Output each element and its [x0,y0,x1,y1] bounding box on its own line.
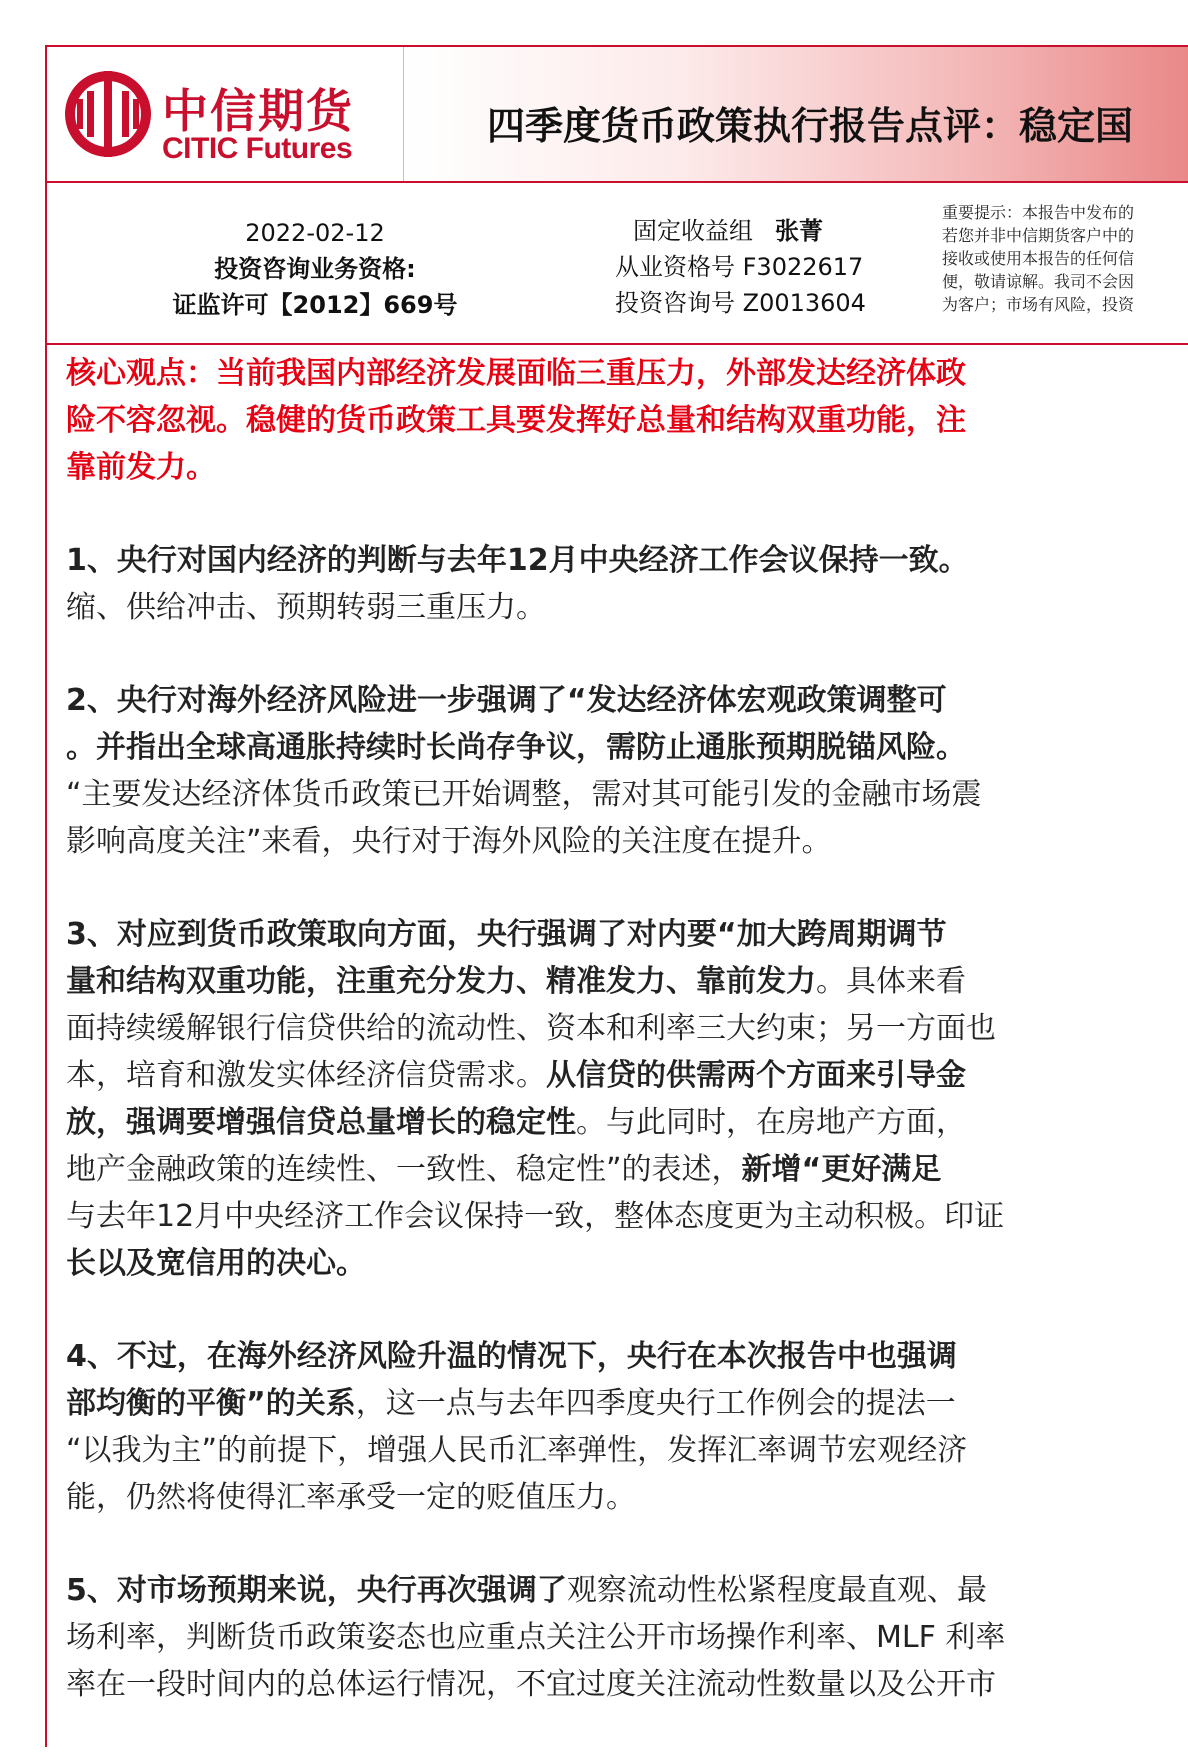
license-number: 证监许可【2012】669号 [172,291,458,319]
issuer-info [145,215,485,323]
text-line [66,1380,1188,1427]
disclaimer-line: 便，敬请谅解。我司不会因 [942,272,1135,291]
report-body [66,350,1188,1754]
disclaimer-line: 接收或使用本报告的任何信 [942,249,1135,268]
text-segment: 3、对应到货币政策取向方面，央行强调了对内要“加大跨周期调节 [66,917,947,952]
text-line [66,1005,1188,1052]
text-segment: 能，仍然将使得汇率承受一定的贬值压力。 [66,1480,636,1515]
text-line [66,1240,1188,1287]
text-line [66,584,1188,631]
text-line [66,1099,1188,1146]
text-segment: 2、央行对海外经济风险进一步强调了“发达经济体宏观政策调整可 [66,683,947,718]
logo-cn-text: 中信期货 [162,84,354,138]
text-segment: 1、央行对国内经济的判断与去年12月中央经济工作会议保持一致。 [66,543,969,578]
disclaimer-line: 重要提示：本报告中发布的 [942,203,1135,222]
team-name: 固定收益组 [633,217,753,245]
text-line [66,1333,1188,1380]
body-paragraph [66,1333,1188,1521]
text-segment: 险不容忽视。稳健的货币政策工具要发挥好总量和结构双重功能，注 [66,403,966,438]
text-line [66,1614,1188,1661]
core-view-paragraph [66,350,1188,491]
text-segment: “主要发达经济体货币政策已开始调整，需对其可能引发的金融市场震 [66,777,982,812]
text-segment: 新增“更好满足 [741,1152,942,1187]
text-segment: 5、对市场预期来说，央行再次强调了 [66,1573,567,1608]
text-segment: 靠前发力。 [66,450,216,485]
text-segment: 。并指出全球高通胀持续时长尚存争议，需防止通胀预期脱锚风险。 [66,730,966,765]
report-header [45,45,1188,183]
report-date: 2022-02-12 [245,219,385,247]
report-title: 四季度货币政策执行报告点评：稳定国 [487,104,1134,148]
body-paragraph [66,911,1188,1287]
body-paragraph [66,1567,1188,1708]
citic-logo-icon [63,69,153,159]
text-line [66,1146,1188,1193]
text-line [66,1474,1188,1521]
text-segment: 4、不过，在海外经济风险升温的情况下，央行在本次报告中也强调 [66,1339,957,1374]
qualification-label: 投资咨询业务资格: [214,255,416,283]
text-segment: 影响高度关注”来看，央行对于海外风险的关注度在提升。 [66,824,832,859]
text-segment: 地产金融政策的连续性、一致性、稳定性”的表述， [66,1152,742,1187]
text-segment: 从信贷的供需两个方面来引导金 [546,1058,966,1093]
text-segment: 缩、供给冲击、预期转弱三重压力。 [66,590,546,625]
advisor-number: 投资咨询号 Z0013604 [615,289,866,317]
text-segment: 放，强调要增强信贷总量增长的稳定性 [66,1105,576,1140]
text-line [66,1567,1188,1614]
disclaimer [942,201,1188,316]
text-segment: 率在一段时间内的总体运行情况，不宜过度关注流动性数量以及公开市 [66,1667,996,1702]
logo-en-text: CITIC Futures [162,132,353,165]
text-line [66,958,1188,1005]
text-line [66,397,1188,444]
text-line [66,911,1188,958]
text-segment: 本，培育和激发实体经济信贷需求。 [66,1058,546,1093]
text-segment: “以我为主”的前提下，增强人民币汇率弹性，发挥汇率调节宏观经济 [66,1433,968,1468]
text-segment: 核心观点：当前我国内部经济发展面临三重压力，外部发达经济体政 [66,356,966,391]
title-band [404,47,1188,181]
text-line [66,350,1188,397]
text-segment: 。与此同时，在房地产方面， [576,1105,966,1140]
text-line [66,444,1188,491]
meta-row [45,183,1188,345]
body-paragraph [66,677,1188,865]
text-line [66,724,1188,771]
text-line [66,771,1188,818]
text-line [66,677,1188,724]
disclaimer-line: 若您并非中信期货客户中的 [942,226,1135,245]
text-line [66,1193,1188,1240]
text-segment: 。具体来看 [816,964,966,999]
text-segment: 面持续缓解银行信贷供给的流动性、资本和利率三大约束；另一方面也 [66,1011,996,1046]
text-segment: 长以及宽信用的决心。 [66,1246,366,1281]
text-line [66,537,1188,584]
disclaimer-line: 为客户；市场有风险，投资 [942,295,1135,314]
cert-number: 从业资格号 F3022617 [615,253,864,281]
text-segment: 观察流动性松紧程度最直观、最 [566,1573,987,1608]
body-paragraph [66,537,1188,631]
text-line [66,1052,1188,1099]
analyst-name: 张菁 [775,217,823,245]
text-segment: 量和结构双重功能，注重充分发力、精准发力、靠前发力 [66,964,816,999]
text-line [66,1661,1188,1708]
text-segment: 部均衡的平衡”的关系 [66,1386,356,1421]
text-line [66,818,1188,865]
text-line [66,1427,1188,1474]
analyst-line [615,213,935,249]
text-segment: 与去年12月中央经济工作会议保持一致，整体态度更为主动积极。印证 [66,1199,1005,1234]
text-segment: ，这一点与去年四季度央行工作例会的提法一 [355,1386,956,1421]
analyst-info [615,213,935,321]
logo [47,47,404,181]
text-segment: 场利率，判断货币政策姿态也应重点关注公开市场操作利率、MLF 利率 [66,1620,1006,1655]
